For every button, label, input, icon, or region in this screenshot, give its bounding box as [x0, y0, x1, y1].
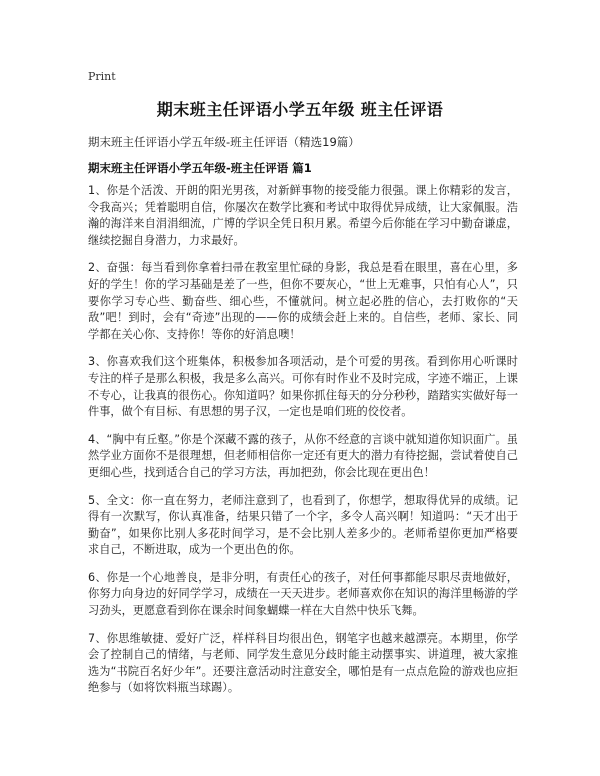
article-body — [88, 183, 518, 708]
paragraph: 5、全文：你一直在努力，老师注意到了，也看到了，你想学，想取得优异的成绩。记得有一次默写，你认真准备，结果只错了一个字，多令人高兴啊！知道吗：“天才出于勤奋”，如果你比别人多花时间学习，是不会比别人差多少的。老师希望你更加严格要求自己，不断进取，成为一个更出色的你。 — [88, 493, 518, 557]
paragraph: 1、你是个活泼、开朗的阳光男孩，对新鲜事物的接受能力很强。课上你精彩的发言，令我高兴；凭着聪明自信，你屡次在数学比赛和考试中取得优异成绩，让大家佩服。浩瀚的海洋来自涓涓细流，广博的学识全凭日积月累。希望今后你能在学习中勤奋谦虚，继续挖掘自身潜力，力求最好。 — [88, 184, 518, 247]
paragraph: 3、你喜欢我们这个班集体，积极参加各项活动，是个可爱的男孩。看到你用心听课时专注的样子是那么积极，我是多么高兴。可你有时作业不及时完成，字迹不端正，上课不专心，让我真的很伤心。你知道吗？如果你抓住每天的分分秒秒，踏踏实实做好每一件事，做个有目标、有思想的男子汉，一定也是咱们班的佼佼者。 — [88, 355, 518, 419]
page-title: 期末班主任评语小学五年级 班主任评语 — [156, 100, 444, 119]
paragraph: 4、“胸中有丘壑。”你是个深藏不露的孩子，从你不经意的言谈中就知道你知识面广。虽然学业方面你不是很理想，但老师相信你一定还有更大的潜力有待挖掘，尝试着使自己更细心些，找到适合自己的学习方法，再加把劲，你会比现在更出色！ — [88, 432, 518, 479]
section-heading: 期末班主任评语小学五年级-班主任评语 篇1 — [88, 161, 312, 175]
paragraph: 2、奋强：每当看到你拿着扫帚在教室里忙碌的身影，我总是看在眼里，喜在心里，多好的学生！你的学习基础是差了一些，但你不要灰心，“世上无难事，只怕有心人”，只要你学习专心些、勤奋些、细心些，不懂就问。树立起必胜的信心，去打败你的“天敌”吧！到时，会有“奇迹”出现的——你的成绩会赶上来的。自信些，老师、家长、同学都在关心你、支持你！等你的好消息噢！ — [88, 261, 518, 341]
paragraph: 7、你思维敏捷、爱好广泛，样样科目均很出色，钢笔字也越来越漂亮。本期里，你学会了控制自己的情绪，与老师、同学发生意见分歧时能主动摆事实、讲道理，被大家推选为“书院百名好少年”。还要注意活动时注意安全，哪怕是有一点点危险的游戏也应拒绝参与（如将饮料瓶当球踢）。 — [88, 631, 518, 695]
paragraph: 6、你是一个心地善良，是非分明，有责任心的孩子，对任何事都能尽职尽责地做好，你努力向身边的好同学学习，成绩在一天天进步。老师喜欢你在知识的海洋里畅游的学习劲头，更愿意看到你在课余时间象蝴蝶一样在大自然中快乐飞舞。 — [88, 570, 518, 618]
print-label[interactable]: Print — [88, 70, 116, 83]
document-subtitle: 期末班主任评语小学五年级-班主任评语（精选19篇） — [88, 135, 360, 149]
